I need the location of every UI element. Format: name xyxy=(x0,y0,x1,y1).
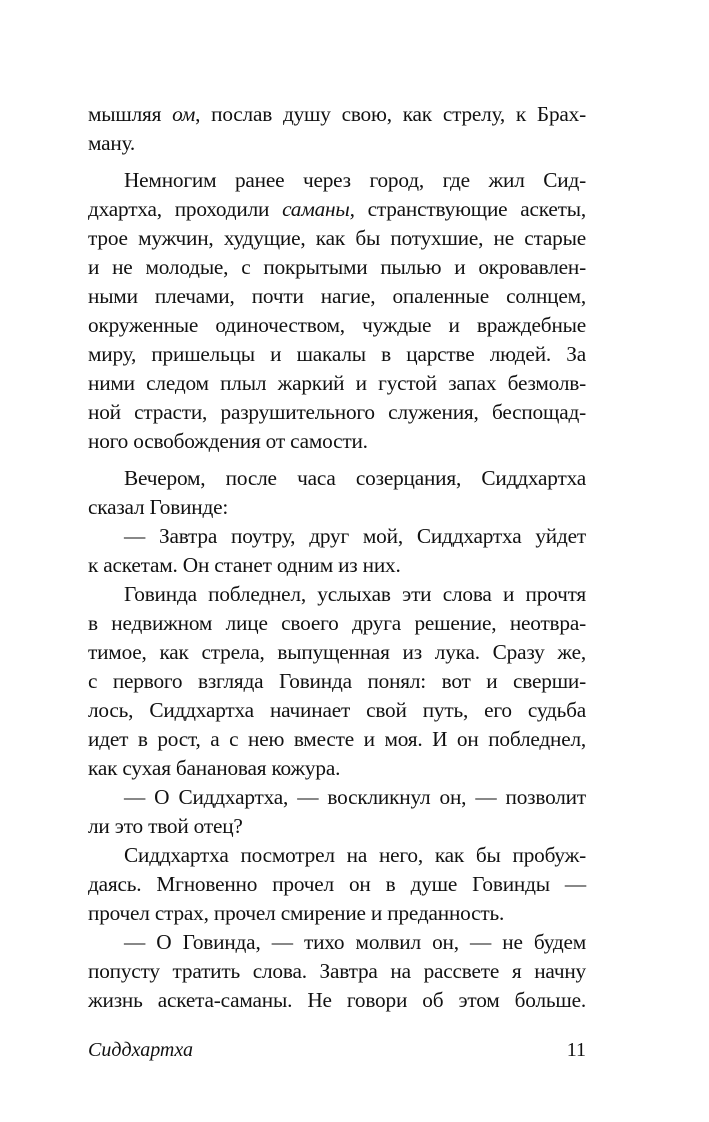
book-page xyxy=(88,100,586,1122)
text-line: ной страсти, разрушительного служения, беспощад- xyxy=(88,400,586,424)
page-number: 11 xyxy=(566,1039,586,1061)
text-line: идет в рост, а с нею вместе и моя. И он побледнел, xyxy=(88,727,586,751)
text-line: ли это твой отец? xyxy=(88,814,243,838)
text-line: ного освобождения от самости. xyxy=(88,429,368,453)
text-line: жизнь аскета-саманы. Не говори об этом больше. xyxy=(88,988,586,1012)
running-title: Сиддхартха xyxy=(88,1039,193,1061)
text-line: попусту тратить слова. Завтра на рассвете я начну xyxy=(88,959,586,983)
text-line: даясь. Мгновенно прочел он в душе Говинды — xyxy=(88,872,586,896)
text-line: дхартха, проходили саманы, странствующие аскеты, xyxy=(88,197,586,221)
text-line: с первого взгляда Говинда понял: вот и сверши- xyxy=(88,669,586,693)
text-line: Вечером, после часа созерцания, Сиддхартха xyxy=(124,466,586,490)
text-line: — О Говинда, — тихо молвил он, — не будем xyxy=(124,930,586,954)
text-line: трое мужчин, худущие, как бы потухшие, не старые xyxy=(88,226,586,250)
text-line: лось, Сиддхартха начинает свой путь, его судьба xyxy=(88,698,586,722)
text-line: — Завтра поутру, друг мой, Сиддхартха уйдет xyxy=(124,524,586,548)
text-line: ману. xyxy=(88,131,136,155)
text-line: и не молодые, с покрытыми пылью и окровавлен- xyxy=(88,255,586,279)
text-line: Сиддхартха посмотрел на него, как бы пробуж- xyxy=(124,843,586,867)
text-line: Немногим ранее через город, где жил Сид- xyxy=(124,168,586,192)
text-line: ными плечами, почти нагие, опаленные солнцем, xyxy=(88,284,586,308)
text-line: прочел страх, прочел смирение и преданность. xyxy=(88,901,505,925)
text-line: мышляя ом, послав душу свою, как стрелу, к Брах- xyxy=(88,102,586,126)
text-line: сказал Говинде: xyxy=(88,495,229,519)
text-line: ними следом плыл жаркий и густой запах безмолв- xyxy=(88,371,586,395)
text-line: как сухая банановая кожура. xyxy=(88,756,341,780)
text-line: Говинда побледнел, услыхав эти слова и прочтя xyxy=(124,582,586,606)
text-line: — О Сиддхартха, — воскликнул он, — позволит xyxy=(124,785,586,809)
text-line: миру, пришельцы и шакалы в царстве людей. За xyxy=(88,342,586,366)
text-line: тимое, как стрела, выпущенная из лука. Сразу же, xyxy=(88,640,586,664)
text-line: окруженные одиночеством, чуждые и враждебные xyxy=(88,313,586,337)
text-line: к аскетам. Он станет одним из них. xyxy=(88,553,401,577)
text-line: в недвижном лице своего друга решение, неотвра- xyxy=(88,611,586,635)
